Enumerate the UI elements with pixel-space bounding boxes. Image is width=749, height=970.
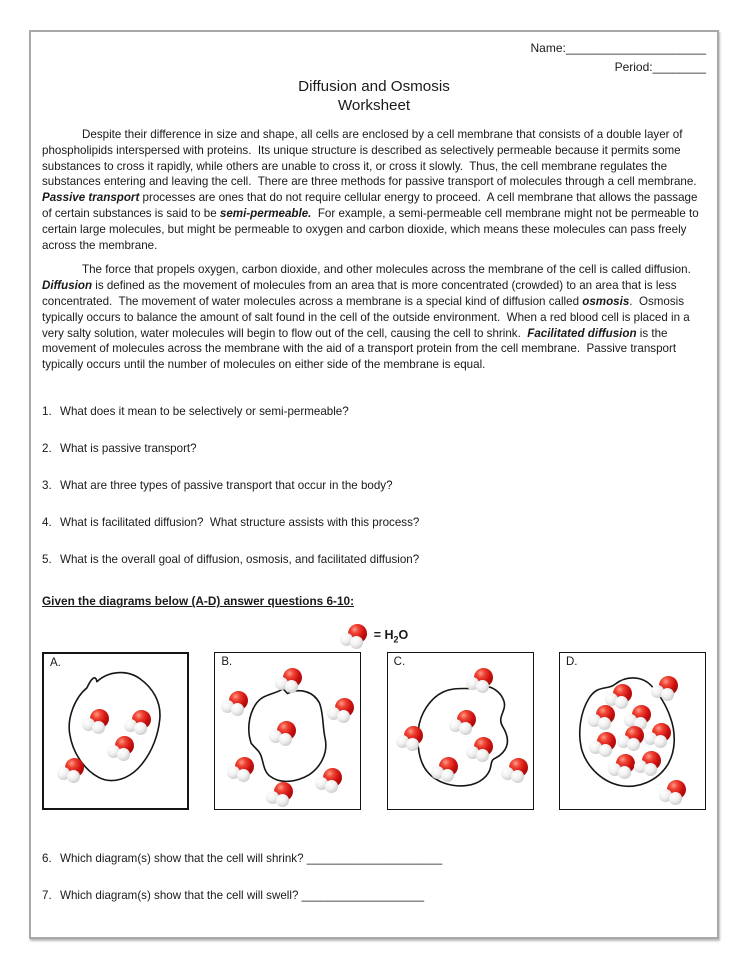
period-label: Period: [614, 60, 653, 74]
water-molecule [221, 691, 248, 716]
question-number: 1. [42, 404, 52, 418]
emphasized-term: semi-permeable. [219, 206, 312, 220]
hydrogen-sphere [231, 703, 244, 716]
hydrogen-sphere [476, 680, 489, 693]
water-molecule [449, 710, 476, 735]
water-molecule-icon [340, 624, 367, 649]
water-molecule [659, 780, 686, 805]
body-text: is the movement of molecules across the membrane with the aid of a transport protein from the cell membrane. Passive transport typically occurs until the number of molecules on either side of the membrane is equal. [42, 326, 680, 372]
body-text: Despite their difference in size and shape, all cells are enclosed by a cell membrane that consists of a double layer of phospholipids interspersed with proteins. Its unique structure is described as selectively permeable because it permits some substances to cross it rapidly, while others are unable to cross it, or cross it slowly. Thus, the cell membrane regulates the substances entering and leaving the cell. There are three methods for passive transport of molecules through a cell membrane. [42, 128, 703, 189]
diagram-label: B. [221, 656, 233, 669]
name-line [42, 40, 706, 57]
cell-outline [44, 654, 187, 808]
hydrogen-sphere [325, 780, 338, 793]
question-3 [42, 478, 706, 494]
water-molecule [327, 698, 354, 723]
hydrogen-sphere [285, 680, 298, 693]
hydrogen-sphere [67, 770, 80, 783]
title-line-2: Worksheet [337, 96, 411, 114]
period-blank: ________ [652, 60, 706, 74]
water-molecule [124, 710, 151, 735]
question-number: 4. [42, 515, 52, 529]
hydrogen-sphere [279, 733, 292, 746]
emphasized-term: Passive transport [42, 191, 140, 205]
water-molecule [431, 757, 458, 782]
question-text: Which diagram(s) show that the cell will shrink? [60, 852, 307, 866]
question-4 [42, 515, 706, 531]
diagram-row [42, 652, 706, 810]
question-text: What does it mean to be selectively or semi-permeable? [60, 404, 349, 418]
hydrogen-sphere [618, 766, 631, 779]
body-text: processes are ones that do not require cellular energy to proceed. A cell membrane that allows the passage of certain substances is said to be [42, 191, 701, 220]
hydrogen-sphere [406, 738, 419, 751]
water-molecule [107, 736, 134, 761]
hydrogen-sphere [117, 748, 130, 761]
hydrogen-sphere [459, 722, 472, 735]
hydrogen-sphere [644, 763, 657, 776]
question-text: What is passive transport? [60, 441, 197, 455]
hydrogen-sphere [134, 722, 147, 735]
question-list [42, 404, 706, 568]
question-text: Which diagram(s) show that the cell will swell? [60, 888, 302, 902]
diagram-label: A. [50, 657, 61, 670]
water-molecule [644, 723, 671, 748]
water-molecule [588, 705, 615, 730]
diagram-c [387, 652, 534, 810]
legend [42, 623, 706, 649]
water-molecule [466, 668, 493, 693]
question-1 [42, 404, 706, 420]
question-5 [42, 552, 706, 568]
water-molecule [396, 726, 423, 751]
question-number: 7. [42, 888, 52, 902]
water-molecule [651, 676, 678, 701]
question-text: What is facilitated diffusion? What structure assists with this process? [60, 515, 420, 529]
water-molecule [315, 768, 342, 793]
hydrogen-sphere [92, 721, 105, 734]
water-molecule [466, 737, 493, 762]
question-number: 3. [42, 478, 52, 492]
body-text: The force that propels oxygen, carbon dioxide, and other molecules across the membrane of the cell is called diffusion. [82, 263, 698, 277]
body-text: . Osmosis typically occurs to balance the amount of salt found in the cell of the outside environment. When a red blood cell is placed in a very salty solution, water molecules will begin to flow out of the cell, causing the cell to shrink. [42, 294, 693, 340]
hydrogen-sphere [337, 710, 350, 723]
section-heading: Given the diagrams below (A-D) answer questions 6-10: [42, 594, 355, 609]
diagram-d [559, 652, 706, 810]
intro-paragraph-1 [42, 127, 706, 253]
question-number: 5. [42, 552, 52, 566]
water-molecule [269, 721, 296, 746]
water-molecule [82, 709, 109, 734]
hydrogen-sphere [661, 688, 674, 701]
question-text: What is the overall goal of diffusion, osmosis, and facilitated diffusion? [60, 552, 420, 566]
water-molecule [617, 726, 644, 751]
hydrogen-sphere [511, 770, 524, 783]
diagram-a [42, 652, 189, 810]
question-2 [42, 441, 706, 457]
body-text: is defined as the movement of molecules from an area that is more concentrated (crowded) to an area that is less concentrated. The movement of water molecules across a membrane is a special kind of diffusion called [42, 279, 680, 308]
hydrogen-sphere [237, 769, 250, 782]
question-6 [42, 851, 706, 867]
hydrogen-sphere [669, 792, 682, 805]
emphasized-term: osmosis [582, 294, 630, 308]
hydrogen-sphere [350, 636, 363, 649]
answer-blank: _____________________ [306, 852, 443, 866]
question-number: 6. [42, 852, 52, 866]
water-molecule [634, 751, 661, 776]
hydrogen-sphere [598, 717, 611, 730]
emphasized-term: Facilitated diffusion [527, 326, 637, 340]
hydrogen-sphere [627, 738, 640, 751]
diagram-label: C. [393, 656, 406, 669]
water-molecule [266, 782, 293, 807]
question-text: What are three types of passive transport that occur in the body? [60, 478, 393, 492]
question-7 [42, 888, 706, 904]
legend-label: = $H_2O$ [373, 628, 409, 645]
title-line-1: Diffusion and Osmosis [298, 78, 450, 95]
question-number: 2. [42, 441, 52, 455]
diagram-b [214, 652, 361, 810]
hydrogen-sphere [476, 749, 489, 762]
diagram-label: D. [565, 656, 578, 669]
body-text: For example, a semi-permeable cell membrane might not be permeable to certain large molecules, but might be permeable to oxygen and carbon dioxide, which means these molecules can pass freely across the membrane. [42, 206, 702, 252]
period-line [42, 59, 706, 76]
hydrogen-sphere [654, 735, 667, 748]
name-label: Name: [530, 41, 566, 55]
name-blank: _____________________ [565, 41, 706, 55]
water-molecule [501, 758, 528, 783]
water-molecule [57, 758, 84, 783]
water-molecule [608, 754, 635, 779]
hydrogen-sphere [441, 769, 454, 782]
hydrogen-sphere [276, 794, 289, 807]
emphasized-term: Diffusion [42, 279, 93, 293]
answer-blank: ___________________ [301, 888, 425, 902]
water-molecule [227, 757, 254, 782]
page-border-frame [29, 30, 719, 939]
page-title [42, 78, 706, 115]
intro-paragraph-2 [42, 262, 706, 373]
water-molecule [275, 668, 302, 693]
